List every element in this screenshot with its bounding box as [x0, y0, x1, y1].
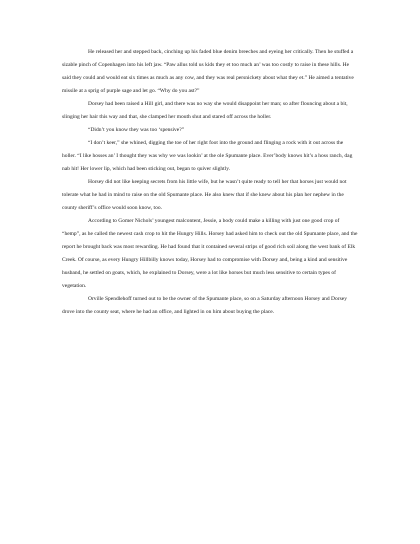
paragraph: “I don’t keer,” she whined, digging the toe of her right foot into the ground and flinging a rock with it out across the holler. “I like hosses an’ I thought they was why we was lookin’ at the ole Spumante place. Ever’body knows hit’s a hoss ranch, dag nab hit! Her lower lip, which had been sticking out, began to quiver slightly. — [62, 140, 353, 172]
paragraph: “Didn’t you know they was too ‘spensive?” — [88, 127, 185, 133]
paragraph: He released her and stepped back, cinching up his faded blue denim breeches and eyeing her critically. Then he stuffed a sizable pinch of Copenhagen into his left jaw. “Paw allus told us kids they et too much an’ was too costly to raise in these hills. He said they could and would eat six times as much as any cow, and they was real persnickety about what they et.” He aimed a tentative missile at a sprig of purple sage and let go. “Why do you ast?” — [62, 49, 354, 94]
paragraph: According to Gomer Nichols’ youngest malcontent, Jessie, a body could make a killing with just one good crop of “hemp”, as he called the newest cash crop to hit the Hungry Hills. Horsey had asked him to check out the old Spumante place, and the report he brought back was most rewarding. He had found that it contained several strips of good rich soil along the west bank of Elk Creek. Of course, as every Hungry Hillbilly knows today, Horsey had to compromise with Dorsey and, being a kind and sensitive husband, he settled on goats, which, he explained to Dorsey, were a lot like horses but much less sensitive to certain types of vegetation. — [62, 218, 358, 289]
paragraph: Horsey did not like keeping secrets from his little wife, but he wasn’t quite ready to tell her that horses just would not tolerate what he had in mind to raise on the old Spumante place. He also knew that if she knew about his plan her nephew in the county sheriff’s office would soon know, too. — [62, 179, 347, 211]
paragraph: Orville Spendlehoff turned out to be the owner of the Spumante place, so on a Saturday afternoon Horsey and Dorsey drove into the county seat, where he had an office, and lighted in on him about buying the place. — [62, 296, 347, 315]
paragraph: Dorsey had been raised a Hill girl, and there was no way she would disappoint her man; so after flouncing about a bit, slinging her hair this way and that, she clamped her mouth shut and stared off across the holler. — [62, 101, 348, 120]
